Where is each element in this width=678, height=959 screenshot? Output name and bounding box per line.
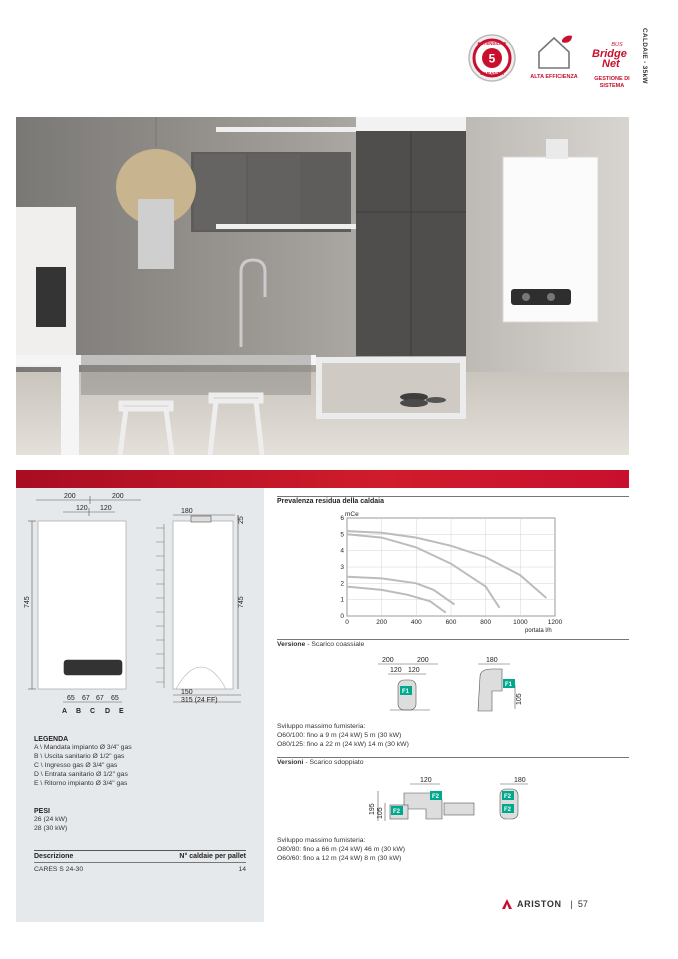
y-tick-label: 0 [340,613,344,620]
legend-item-d: D \ Entrata sanitario Ø 1/2" gas [34,771,128,778]
v2-d1: 120 [420,777,432,784]
legend-item-c: C \ Ingresso gas Ø 3/4" gas [34,762,118,769]
kitchen-scene-image [16,117,629,455]
version1-title: Versione [277,641,306,648]
side-b2: 315 (24 FF) [181,697,218,704]
x-tick-label: 600 [445,619,457,626]
version1-heading [277,640,364,649]
v2-d3: 195 [369,803,376,815]
page-number: 57 [577,899,588,909]
header-pallet: N° caldaie per pallet [179,853,246,860]
v1-d5: 180 [486,657,498,664]
v2-f2d: F2 [504,807,512,813]
bus-label: BUS [611,42,623,48]
legend-item-a: A \ Mandata impianto Ø 3/4" gas [34,744,132,751]
side-d: 180 [181,508,193,515]
row-count: 14 [238,866,246,873]
v1-d3: 120 [390,667,402,674]
v2-line-1: O80/80: fino a 66 m (24 kW) 46 m (30 kW) [277,846,406,853]
v1-d4: 120 [408,667,420,674]
divider-top [277,496,629,497]
x-tick-label: 1000 [513,619,528,626]
net-word: Net [602,58,620,70]
weights [34,808,254,833]
y-tick-label: 5 [340,531,344,539]
legend-item-e: E \ Ritorno impianto Ø 3/4" gas [34,780,128,787]
legend [34,736,254,788]
front-bottom-3: 67 [96,695,104,702]
v2-f2b: F2 [393,809,401,815]
table-row [34,863,246,876]
front-h: 745 [24,596,31,608]
y-tick-label: 6 [340,515,344,522]
footer-separator: | [570,899,573,909]
version2-notes [277,836,617,863]
x-tick-label: 800 [480,619,492,626]
y-axis-label: mCe [345,511,359,518]
header-descrizione: Descrizione [34,853,74,860]
v1-line-2: O80/125: fino a 22 m (24 kW) 14 m (30 kW) [277,741,409,748]
dimension-drawings [16,488,264,718]
table-header [34,851,246,863]
chart-title: Prevalenza residua della caldaia [277,498,385,505]
x-axis-label: portata l/h [525,628,552,634]
legend-title: LEGENDA [34,736,69,743]
weight-30: 28 (30 kW) [34,825,68,832]
v1-line-1: O60/100: fino a 9 m (24 kW) 5 m (30 kW) [277,732,402,739]
bridgenet-label: GESTIONE DI SISTEMA [594,76,630,89]
front-bottom-2: 67 [82,695,90,702]
x-tick-label: 1200 [547,619,563,626]
warranty-number: 5 [488,51,496,66]
pressure-chart [277,508,577,636]
x-tick-label: 400 [410,619,422,626]
version2-subtitle: - Scarico sdoppiato [303,759,364,766]
section-red-bar [16,470,629,488]
legend-item-b: B \ Uscita sanitario Ø 1/2" gas [34,753,125,760]
v2-line-2: O60/60: fino a 12 m (24 kW) 8 m (30 kW) [277,855,402,862]
efficiency-badge [530,32,578,94]
v2-f2a: F2 [432,794,440,800]
version1-subtitle: - Scarico coassiale [305,641,365,648]
ariston-logo-icon [502,899,512,909]
side-b1: 150 [181,689,193,696]
version2-heading [277,758,364,767]
y-tick-label: 1 [340,596,344,604]
v1-f1b: F1 [505,682,513,688]
y-tick-label: 3 [340,564,344,571]
y-tick-label: 4 [340,547,344,555]
front-w1: 200 [64,493,76,500]
front-b: 120 [100,505,112,512]
warranty-bottom: GARANZIA [480,71,504,76]
warranty-top: ESTENSIONE [477,41,507,46]
front-bottom-4: 65 [111,695,119,702]
x-tick-label: 0 [345,619,349,626]
v1-d6: 105 [516,693,523,705]
version1-notes [277,722,617,749]
v2-f2c: F2 [504,794,512,800]
efficiency-label: ALTA EFFICIENZA [530,74,578,80]
v1-d1: 200 [382,657,394,664]
bridgenet-badge [586,42,638,94]
weights-title: PESI [34,808,50,815]
house-leaf-icon [530,32,578,72]
letter-b: B [76,708,82,715]
version2-title: Versioni [277,759,304,766]
v2-d4: 105 [377,807,384,819]
y-tick-label: 2 [340,580,344,588]
bridgenet-logo [592,49,627,69]
twin-pipe-diagram [360,775,540,833]
letter-e: E [119,708,124,715]
bridge-word: Bridge [592,48,627,60]
front-a: 120 [76,505,88,512]
v1-d2: 200 [417,657,429,664]
v2-notes-title: Sviluppo massimo fumisteria: [277,837,366,844]
x-tick-label: 200 [376,619,388,626]
front-w2: 200 [112,493,124,500]
side-label: CALDAIE - 35kW [641,28,648,84]
side-h: 745 [238,596,245,608]
weight-24: 26 (24 kW) [34,816,68,823]
row-model: CARES S 24-30 [34,866,84,873]
warranty-badge [467,33,517,83]
product-photo [16,117,629,455]
coaxial-diagram [360,655,540,717]
footer [502,899,588,909]
v1-f1: F1 [402,689,410,695]
v2-d2: 180 [514,777,526,784]
letter-c: C [90,708,96,715]
warranty-seal-icon [467,33,517,83]
front-bottom-1: 65 [67,695,75,702]
letter-d: D [105,708,111,715]
side-t: 25 [238,516,245,524]
letter-a: A [62,708,68,715]
v1-notes-title: Sviluppo massimo fumisteria: [277,723,366,730]
brand-name: ARISTON [517,899,562,909]
pallet-table [34,850,246,876]
